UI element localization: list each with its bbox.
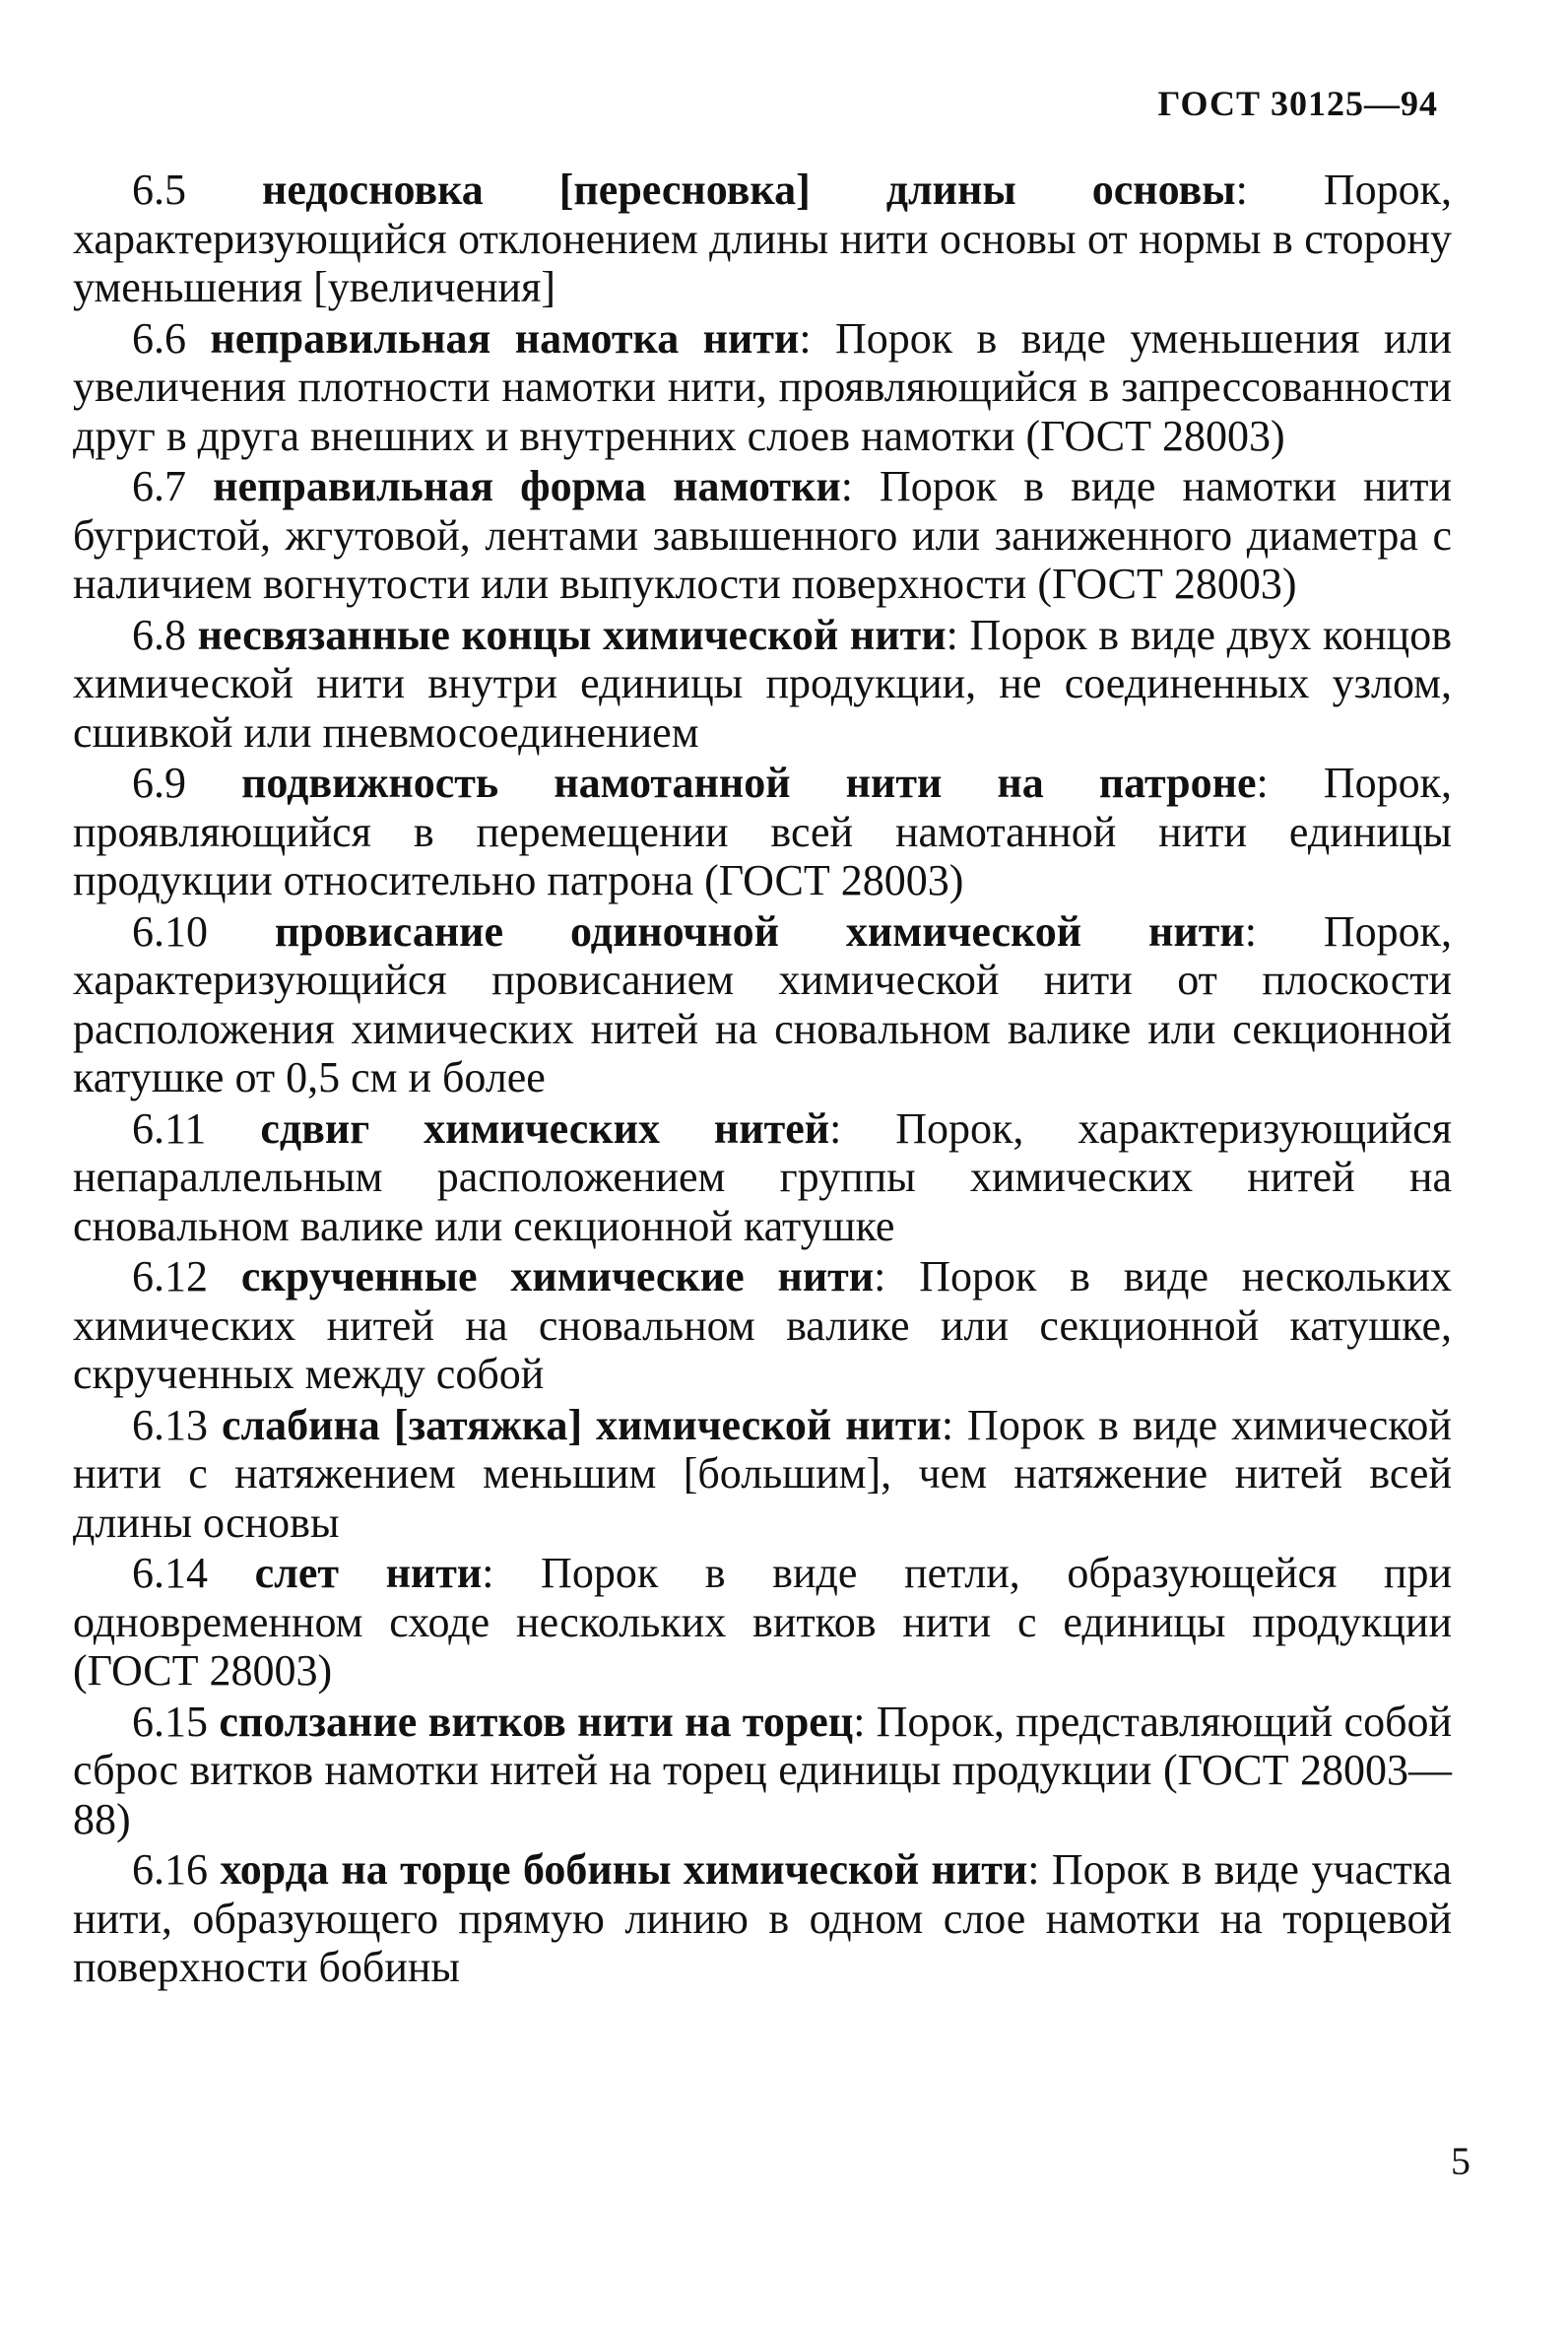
entry-term: сползание витков нити на торец xyxy=(219,1697,854,1746)
entry-term: несвязанные концы химической нити xyxy=(197,610,947,659)
definition-entry-6-6 xyxy=(73,314,1452,461)
entry-number: 6.5 xyxy=(132,166,186,214)
page-number: 5 xyxy=(1451,2139,1470,2183)
entry-number: 6.13 xyxy=(132,1400,208,1449)
entry-number: 6.15 xyxy=(132,1697,208,1746)
definition-entry-6-11 xyxy=(73,1104,1452,1251)
entry-term: подвижность намотанной нити на патроне xyxy=(241,759,1257,807)
entry-description: : Порок, представляющий собой сброс витков намотки нитей на торец единицы продукции (ГОСТ 28003—88) xyxy=(73,1697,1452,1843)
definitions-list xyxy=(73,166,1452,1994)
definition-entry-6-10 xyxy=(73,907,1452,1102)
entry-number: 6.6 xyxy=(132,313,186,363)
definition-entry-6-9 xyxy=(73,759,1452,905)
entry-term: хорда на торце бобины химической нити xyxy=(220,1845,1028,1894)
definition-entry-6-14 xyxy=(73,1549,1452,1696)
entry-description: : Порок в виде нескольких химических нитей на сновальном валике или секционной катушке, скрученных между собой xyxy=(73,1252,1453,1398)
definition-entry-6-16 xyxy=(73,1845,1452,1992)
entry-term: слабина [затяжка] химической нити xyxy=(221,1400,942,1449)
entry-description: : Порок, характеризующийся непараллельным расположением группы химических нитей на сновальном валике или секционной катушке xyxy=(73,1103,1453,1250)
entry-number: 6.7 xyxy=(132,462,186,510)
entry-description: : Порок, характеризующийся отклонением длины нити основы от нормы в сторону уменьшения [увеличения] xyxy=(73,166,1452,311)
entry-term: сдвиг химических нитей xyxy=(260,1103,830,1153)
entry-term: неправильная намотка нити xyxy=(210,313,800,363)
definition-entry-6-15 xyxy=(73,1698,1452,1844)
entry-term: слет нити xyxy=(254,1549,483,1597)
entry-number: 6.8 xyxy=(132,610,186,659)
definition-entry-6-13 xyxy=(73,1401,1452,1548)
entry-description: : Порок, проявляющийся в перемещении всей намотанной нити единицы продукции относительно патрона (ГОСТ 28003) xyxy=(73,759,1452,904)
entry-number: 6.12 xyxy=(132,1252,208,1300)
entry-description: : Порок в виде петли, образующейся при одновременном сходе нескольких витков нити с единицы продукции (ГОСТ 28003) xyxy=(73,1549,1452,1695)
definition-entry-6-7 xyxy=(73,462,1452,609)
entry-term: недосновка [пересновка] длины основы xyxy=(262,166,1236,214)
definition-entry-6-5 xyxy=(73,166,1452,312)
entry-number: 6.10 xyxy=(132,906,208,956)
entry-description: : Порок в виде намотки нити бугристой, жгутовой, лентами завышенного или заниженного диаметра с наличием вогнутости или выпуклости поверхности (ГОСТ 28003) xyxy=(73,462,1453,608)
entry-description: : Порок в виде двух концов химической нити внутри единицы продукции, не соединенных узлом, сшивкой или пневмосоединением xyxy=(73,610,1453,757)
entry-number: 6.11 xyxy=(132,1103,207,1153)
entry-number: 6.16 xyxy=(132,1845,208,1894)
entry-number: 6.14 xyxy=(132,1549,208,1597)
entry-description: : Порок в виде участка нити, образующего прямую линию в одном слое намотки на торцевой поверхности бобины xyxy=(73,1845,1453,1991)
entry-description: : Порок в виде уменьшения или увеличения плотности намотки нити, проявляющийся в запрессованности друг в друга внешних и внутренних слоев намотки (ГОСТ 28003) xyxy=(73,313,1452,460)
entry-number: 6.9 xyxy=(132,759,186,807)
entry-description: : Порок в виде химической нити с натяжением меньшим [большим], чем натяжение нитей всей длины основы xyxy=(73,1400,1452,1547)
document-code-header: ГОСТ 30125—94 xyxy=(1157,84,1438,123)
definition-entry-6-8 xyxy=(73,611,1452,758)
entry-term: скрученные химические нити xyxy=(240,1252,875,1300)
entry-term: неправильная форма намотки xyxy=(213,462,841,510)
entry-term: провисание одиночной химической нити xyxy=(274,906,1245,956)
entry-description: : Порок, характеризующийся провисанием химической нити от плоскости расположения химических нитей на сновальном валике или секционной катушке от 0,5 см и более xyxy=(73,906,1452,1101)
definition-entry-6-12 xyxy=(73,1252,1452,1399)
